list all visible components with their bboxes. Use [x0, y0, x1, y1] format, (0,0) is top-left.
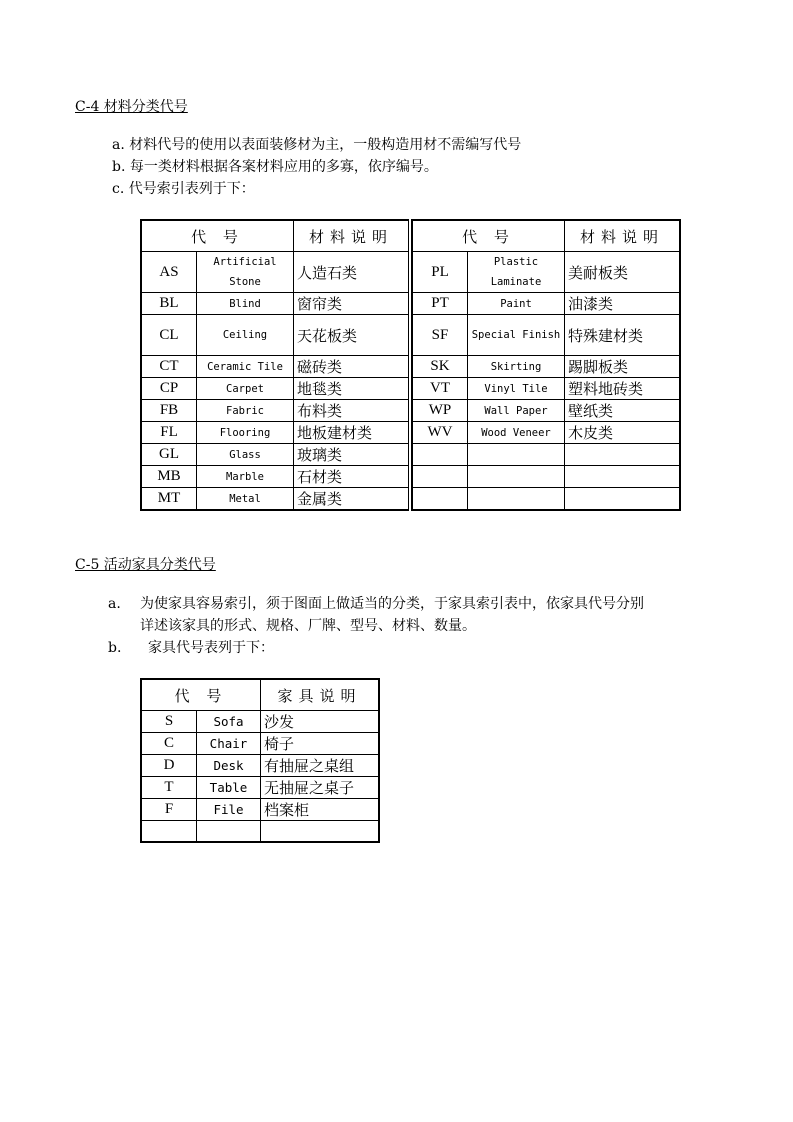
table-row	[141, 777, 379, 799]
furniture-description: 有抽屉之桌组	[261, 755, 380, 777]
table-row	[141, 400, 680, 422]
material-description: 美耐板类	[565, 252, 681, 293]
material-english: Glass	[197, 444, 294, 466]
furniture-english: Chair	[197, 733, 261, 755]
material-description: 玻璃类	[294, 444, 411, 466]
material-english: Marble	[197, 466, 294, 488]
c4-item-a-label: a.	[112, 137, 125, 153]
material-code: GL	[141, 444, 197, 466]
c4-item-b-text: 每一类材料根据各案材料应用的多寡，依序编号。	[129, 159, 438, 175]
material-code: CL	[141, 315, 197, 356]
c5-item-a-label: a.	[108, 596, 121, 612]
furniture-code: S	[141, 711, 197, 733]
material-code: VT	[413, 378, 468, 400]
table-row	[141, 315, 680, 356]
material-english: Fabric	[197, 400, 294, 422]
material-code-table	[140, 219, 681, 511]
material-description: 窗帘类	[294, 293, 411, 315]
material-description: 磁砖类	[294, 356, 411, 378]
furniture-english: Desk	[197, 755, 261, 777]
material-english: Vinyl Tile	[468, 378, 565, 400]
furniture-description: 无抽屉之桌子	[261, 777, 380, 799]
material-description: 踢脚板类	[565, 356, 681, 378]
header-desc-right: 材料说明	[565, 220, 681, 252]
material-code: SF	[413, 315, 468, 356]
c5-item-b-text: 家具代号表列于下：	[148, 640, 274, 656]
header-desc: 家具说明	[261, 679, 380, 711]
furniture-description: 沙发	[261, 711, 380, 733]
material-code: PL	[413, 252, 468, 293]
material-description	[565, 466, 681, 488]
material-code: PT	[413, 293, 468, 315]
material-description: 地板建材类	[294, 422, 411, 444]
material-english: Metal	[197, 488, 294, 511]
c5-item-b	[108, 637, 274, 659]
header-desc-left: 材料说明	[294, 220, 411, 252]
material-description: 石材类	[294, 466, 411, 488]
table-row	[141, 755, 379, 777]
furniture-code-table	[140, 678, 380, 843]
furniture-table-header	[141, 679, 379, 711]
material-english: Ceramic Tile	[197, 356, 294, 378]
c4-item-c	[112, 178, 255, 200]
material-description: 人造石类	[294, 252, 411, 293]
table-row	[141, 466, 680, 488]
material-code: MB	[141, 466, 197, 488]
section-title-c5: C-5 活动家具分类代号	[75, 557, 216, 573]
material-english: Plastic Laminate	[468, 252, 565, 293]
material-description: 壁纸类	[565, 400, 681, 422]
material-table-header	[141, 220, 680, 252]
c4-item-a	[112, 134, 521, 156]
c4-item-b	[112, 156, 438, 178]
material-code: MT	[141, 488, 197, 511]
material-code: CP	[141, 378, 197, 400]
c5-item-a-text-cont: 详述该家具的形式、规格、厂牌、型号、材料、数量。	[140, 618, 476, 634]
c5-item-b-label: b.	[108, 640, 122, 656]
material-english: Ceiling	[197, 315, 294, 356]
furniture-description: 椅子	[261, 733, 380, 755]
furniture-description: 档案柜	[261, 799, 380, 821]
material-english: Wood Veneer	[468, 422, 565, 444]
material-description: 布料类	[294, 400, 411, 422]
material-code: AS	[141, 252, 197, 293]
furniture-description	[261, 821, 380, 843]
material-description: 金属类	[294, 488, 411, 511]
table-row	[141, 444, 680, 466]
material-code	[413, 444, 468, 466]
table-row	[141, 293, 680, 315]
c5-item-a-text: 为使家具容易索引，须于图面上做适当的分类，于家具索引表中，依家具代号分别	[140, 596, 644, 612]
furniture-english	[197, 821, 261, 843]
material-code: CT	[141, 356, 197, 378]
table-row	[141, 799, 379, 821]
material-code: FB	[141, 400, 197, 422]
material-english: Carpet	[197, 378, 294, 400]
material-code: WV	[413, 422, 468, 444]
furniture-english: Sofa	[197, 711, 261, 733]
furniture-code: C	[141, 733, 197, 755]
material-code: FL	[141, 422, 197, 444]
furniture-code: T	[141, 777, 197, 799]
table-row	[141, 252, 680, 293]
material-description: 油漆类	[565, 293, 681, 315]
furniture-english: Table	[197, 777, 261, 799]
material-description: 天花板类	[294, 315, 411, 356]
table-row	[141, 733, 379, 755]
material-description	[565, 444, 681, 466]
material-english: Artificial Stone	[197, 252, 294, 293]
furniture-english: File	[197, 799, 261, 821]
material-english: Paint	[468, 293, 565, 315]
table-row	[141, 356, 680, 378]
c5-item-a	[108, 593, 644, 637]
material-code	[413, 466, 468, 488]
table-row	[141, 422, 680, 444]
material-english	[468, 488, 565, 511]
header-code: 代 号	[141, 679, 261, 711]
material-english: Skirting	[468, 356, 565, 378]
table-row	[141, 711, 379, 733]
furniture-code: F	[141, 799, 197, 821]
material-english: Blind	[197, 293, 294, 315]
table-row	[141, 821, 379, 843]
material-english: Wall Paper	[468, 400, 565, 422]
c4-item-b-label: b.	[112, 159, 126, 175]
material-code: BL	[141, 293, 197, 315]
material-english	[468, 466, 565, 488]
material-english: Special Finish	[468, 315, 565, 356]
material-code: WP	[413, 400, 468, 422]
header-code-left: 代 号	[141, 220, 294, 252]
material-description: 特殊建材类	[565, 315, 681, 356]
material-english	[468, 444, 565, 466]
material-code	[413, 488, 468, 511]
material-description: 塑料地砖类	[565, 378, 681, 400]
material-english: Flooring	[197, 422, 294, 444]
header-code-right: 代 号	[413, 220, 565, 252]
material-description: 地毯类	[294, 378, 411, 400]
c4-item-c-text: 代号索引表列于下：	[128, 181, 255, 197]
material-code: SK	[413, 356, 468, 378]
table-row	[141, 488, 680, 511]
c4-item-c-label: c.	[112, 181, 125, 197]
section-title-c4: C-4 材料分类代号	[75, 99, 188, 115]
furniture-code	[141, 821, 197, 843]
furniture-code: D	[141, 755, 197, 777]
c4-item-a-text: 材料代号的使用以表面装修材为主，一般构造用材不需编写代号	[129, 137, 522, 153]
table-row	[141, 378, 680, 400]
material-description: 木皮类	[565, 422, 681, 444]
material-description	[565, 488, 681, 511]
